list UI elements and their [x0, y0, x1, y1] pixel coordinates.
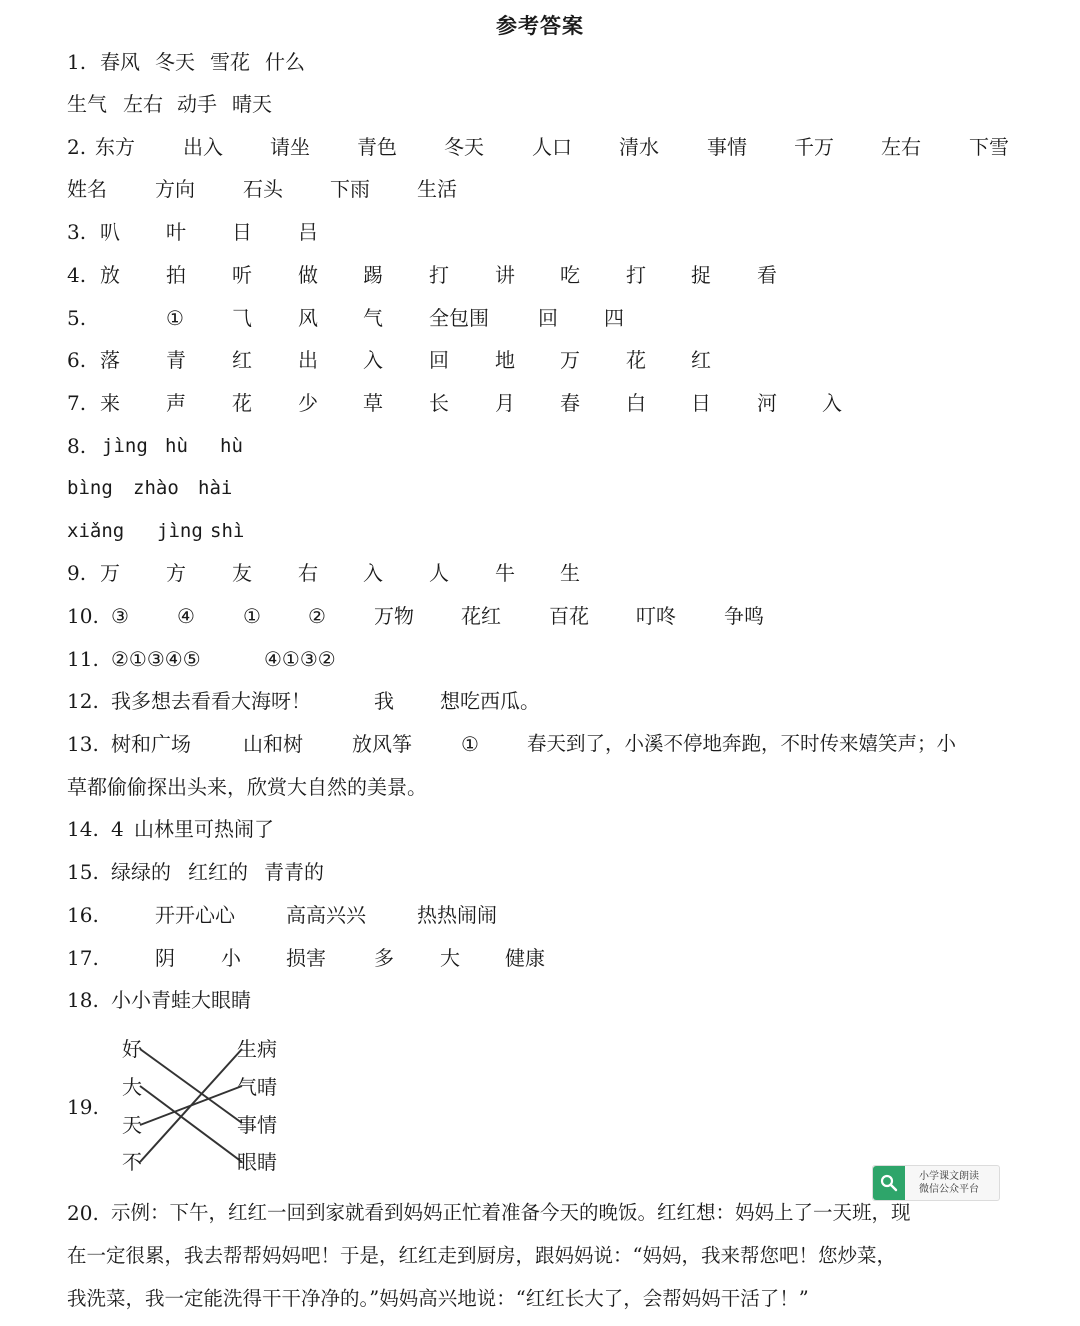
- answer-word: 叮咚: [636, 604, 676, 628]
- answer-word: 想吃西瓜。: [440, 689, 540, 713]
- match-left-word: 天: [122, 1113, 142, 1137]
- question-number: 16.: [67, 903, 99, 927]
- answer-word: 晴天: [232, 92, 272, 116]
- answer-word: 热热闹闹: [417, 903, 497, 927]
- match-left-word: 好: [122, 1037, 142, 1061]
- question-number: 14.: [67, 817, 99, 841]
- answer-word: 回: [538, 306, 558, 330]
- answer-word: 石头: [243, 177, 283, 201]
- answer-word: ④①③②: [264, 647, 336, 671]
- answer-word: 放: [100, 263, 120, 287]
- answer-word: 生活: [417, 177, 457, 201]
- answer-word: 地: [495, 348, 515, 372]
- watermark-line-1: 小学课文朗读: [919, 1171, 979, 1182]
- answer-word: 讲: [495, 263, 515, 287]
- match-line-bu-shengbing: [140, 1049, 242, 1162]
- answer-word: 生气: [67, 92, 107, 116]
- answer-word: 牛: [495, 561, 515, 585]
- answer-13: [0, 724, 1080, 764]
- pinyin-word: jìng: [157, 520, 203, 542]
- answer-word: 人口: [532, 135, 572, 159]
- answer-word: 右: [298, 561, 318, 585]
- answer-word: 红: [232, 348, 252, 372]
- answer-word: 左右: [123, 92, 163, 116]
- question-number: 12.: [67, 689, 99, 713]
- answer-sentence: 春天到了，小溪不停地奔跑，不时传来嬉笑声；小: [527, 732, 957, 755]
- answer-word: 冬天: [155, 50, 195, 74]
- answer-word: 青色: [357, 135, 397, 159]
- answer-word: 放风筝: [352, 732, 412, 756]
- answer-word: 姓名: [67, 177, 107, 201]
- answer-word: 健康: [505, 946, 545, 970]
- question-number: 8.: [67, 434, 87, 458]
- question-number: 2.: [67, 135, 87, 159]
- match-left-word: 大: [122, 1075, 142, 1099]
- answer-word: 听: [232, 263, 252, 287]
- question-number: 10.: [67, 604, 99, 628]
- answer-8-line-3: [0, 511, 1080, 551]
- answer-word: 花红: [461, 604, 501, 628]
- answer-14: [0, 809, 1080, 849]
- answer-word: 少: [298, 391, 318, 415]
- answer-word: 打: [626, 263, 646, 287]
- question-number: 9.: [67, 561, 87, 585]
- match-right-word: 气晴: [237, 1075, 277, 1099]
- answer-word: 红: [691, 348, 711, 372]
- pinyin-word: shì: [210, 520, 245, 542]
- answer-word: ②: [308, 604, 326, 628]
- answer-word: ①: [461, 732, 479, 756]
- answer-word: 长: [429, 391, 449, 415]
- answer-word: 入: [363, 561, 383, 585]
- answer-word: 花: [626, 348, 646, 372]
- answer-word: 全包围: [429, 306, 489, 330]
- question-number: 17.: [67, 946, 99, 970]
- question-number: 13.: [67, 732, 99, 756]
- page-title: 参考答案: [496, 14, 584, 38]
- answer-word: 树和广场: [111, 732, 191, 756]
- answer-1-line-2: [0, 84, 1080, 124]
- question-number: 1.: [67, 50, 87, 74]
- answer-11: [0, 639, 1080, 679]
- answer-word: 河: [757, 391, 777, 415]
- answer-word: 草: [363, 391, 383, 415]
- answer-word: 日: [691, 391, 711, 415]
- answer-8-line-2: [0, 468, 1080, 508]
- answer-2-line-2: [0, 169, 1080, 209]
- question-number: 6.: [67, 348, 87, 372]
- answer-word: 叭: [100, 220, 120, 244]
- answer-10: [0, 596, 1080, 636]
- answer-4: [0, 255, 1080, 295]
- answer-paragraph-line: 在一定很累，我去帮帮妈妈吧！于是，红红走到厨房，跟妈妈说：“妈妈，我来帮您吧！您炒菜，: [67, 1244, 896, 1267]
- answer-19-matching: [0, 1028, 400, 1180]
- answer-sentence: 小小青蛙大眼睛: [111, 988, 251, 1012]
- answer-word: 清水: [619, 135, 659, 159]
- pinyin-word: hài: [198, 477, 233, 499]
- answer-word: 出: [298, 348, 318, 372]
- question-number: 20.: [67, 1201, 99, 1225]
- answer-word: 万: [560, 348, 580, 372]
- answer-word: 多: [374, 946, 394, 970]
- answer-word: 方向: [155, 177, 195, 201]
- answer-word: 大: [440, 946, 460, 970]
- answer-word: 春: [560, 391, 580, 415]
- question-number: 11.: [67, 647, 99, 671]
- answer-word: 高高兴兴: [286, 903, 366, 927]
- answer-word: 红红的: [188, 860, 248, 884]
- answer-word: 月: [495, 391, 515, 415]
- answer-word: 请坐: [270, 135, 310, 159]
- pinyin-word: hù: [220, 435, 243, 457]
- answer-word: ⺄: [232, 306, 252, 330]
- answer-word: 损害: [286, 946, 326, 970]
- pinyin-word: bìng: [67, 477, 113, 499]
- answer-word: 方: [166, 561, 186, 585]
- answer-word: 来: [100, 391, 120, 415]
- answer-word: 人: [429, 561, 449, 585]
- answer-word: 青: [166, 348, 186, 372]
- question-number: 5.: [67, 306, 87, 330]
- question-number: 15.: [67, 860, 99, 884]
- answer-word: 百花: [549, 604, 589, 628]
- answer-word: 万物: [374, 604, 414, 628]
- pinyin-word: hù: [165, 435, 188, 457]
- answer-word: 事情: [707, 135, 747, 159]
- match-right-word: 事情: [237, 1113, 277, 1137]
- answer-word: 出入: [183, 135, 223, 159]
- answer-word: 捉: [691, 263, 711, 287]
- answer-word: ④: [177, 604, 195, 628]
- answer-12: [0, 681, 1080, 721]
- answer-word: 下雪: [969, 135, 1009, 159]
- answer-word: 动手: [177, 92, 217, 116]
- answer-word: 入: [363, 348, 383, 372]
- match-right-word: 眼睛: [237, 1150, 277, 1174]
- answer-word: 回: [429, 348, 449, 372]
- answer-word: 花: [232, 391, 252, 415]
- answer-word: 生: [560, 561, 580, 585]
- answer-7: [0, 383, 1080, 423]
- match-left-word: 不: [122, 1150, 142, 1174]
- answer-9: [0, 553, 1080, 593]
- answer-word: 争鸣: [724, 604, 764, 628]
- answer-13-line-2: [0, 767, 1080, 807]
- pinyin-word: zhào: [133, 477, 179, 499]
- answer-18: [0, 980, 1080, 1020]
- answer-word: 四: [604, 306, 624, 330]
- answer-word: 风: [298, 306, 318, 330]
- answer-word: 吕: [298, 220, 318, 244]
- answer-15: [0, 852, 1080, 892]
- answer-word: 踢: [363, 263, 383, 287]
- match-line-da-yanjing: [140, 1086, 242, 1162]
- answer-sentence: 山林里可热闹了: [134, 817, 274, 841]
- answer-sentence: 我多想去看看大海呀！: [111, 689, 311, 713]
- answer-3: [0, 212, 1080, 252]
- question-number: 4.: [67, 263, 87, 287]
- question-number: 18.: [67, 988, 99, 1012]
- answer-word: 吃: [560, 263, 580, 287]
- answer-word: 春风: [100, 50, 140, 74]
- answer-17: [0, 938, 1080, 978]
- answer-20: [0, 1193, 1080, 1233]
- answer-sentence: 草都偷偷探出头来，欣赏大自然的美景。: [67, 775, 427, 799]
- answer-2: [0, 127, 1080, 167]
- answer-word: 山和树: [243, 732, 303, 756]
- answer-word: 落: [100, 348, 120, 372]
- answer-word: 万: [100, 561, 120, 585]
- answer-16: [0, 895, 1080, 935]
- matching-lines: [0, 1028, 400, 1180]
- answer-word: ③: [111, 604, 129, 628]
- match-line-hao-shiqing: [140, 1049, 242, 1123]
- pinyin-word: xiǎng: [67, 520, 125, 542]
- answer-word: 冬天: [444, 135, 484, 159]
- answer-word: 青青的: [264, 860, 324, 884]
- answer-word: 左右: [881, 135, 921, 159]
- answer-word: 开开心心: [155, 903, 235, 927]
- answer-word: 东方: [95, 135, 135, 159]
- answer-word: 我: [374, 689, 394, 713]
- answer-word: 打: [429, 263, 449, 287]
- answer-word: 声: [166, 391, 186, 415]
- answer-word: 4: [111, 817, 124, 841]
- answer-20-line-3: [0, 1279, 1080, 1319]
- answer-6: [0, 340, 1080, 380]
- watermark-line-2: 微信公众平台: [919, 1184, 979, 1195]
- pinyin-word: jìng: [102, 435, 148, 457]
- answer-word: ②①③④⑤: [111, 647, 201, 671]
- answer-20-line-2: [0, 1236, 1080, 1276]
- answer-word: ①: [243, 604, 261, 628]
- answer-word: ①: [166, 306, 184, 330]
- question-number: 3.: [67, 220, 87, 244]
- answer-word: 叶: [166, 220, 186, 244]
- answer-word: 友: [232, 561, 252, 585]
- answer-word: 日: [232, 220, 252, 244]
- answer-word: 阴: [155, 946, 175, 970]
- question-number: 7.: [67, 391, 87, 415]
- answer-word: 雪花: [210, 50, 250, 74]
- answer-word: 做: [298, 263, 318, 287]
- answer-word: 白: [626, 391, 646, 415]
- question-number: 19.: [67, 1095, 99, 1119]
- answer-paragraph-line: 我洗菜，我一定能洗得干干净净的。”妈妈高兴地说：“红红长大了，会帮妈妈干活了！”: [67, 1287, 809, 1310]
- answer-paragraph-line: 示例：下午，红红一回到家就看到妈妈正忙着准备今天的晚饭。红红想：妈妈上了一天班，现: [111, 1201, 911, 1224]
- answer-word: 拍: [166, 263, 186, 287]
- answer-5: [0, 298, 1080, 338]
- answer-word: 绿绿的: [111, 860, 171, 884]
- answer-word: 小: [221, 946, 241, 970]
- match-right-word: 生病: [237, 1037, 277, 1061]
- answer-8: [0, 426, 1080, 466]
- answer-word: 下雨: [330, 177, 370, 201]
- answer-word: 看: [757, 263, 777, 287]
- answer-word: 千万: [794, 135, 834, 159]
- answer-word: 什么: [265, 50, 305, 74]
- answer-word: 气: [363, 306, 383, 330]
- answer-word: 入: [822, 391, 842, 415]
- answer-1: [0, 42, 1080, 82]
